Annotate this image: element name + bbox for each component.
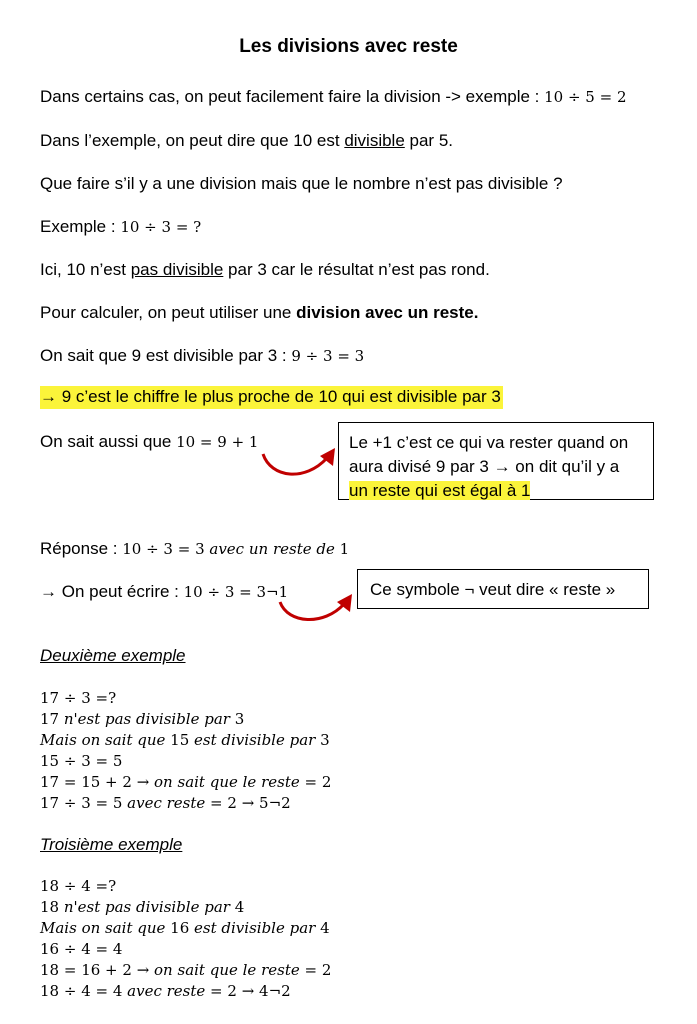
curved-arrow-icon [272,590,362,630]
line-part: 17 [40,710,64,728]
explanation-box-symbol: Ce symbole ¬ veut dire « reste » [357,569,649,609]
p4-text: Exemple : [40,217,121,236]
example-line [40,939,331,960]
p7-text: On sait que 9 est divisible par 3 : [40,346,292,365]
box1-line2: aura divisé 9 par 3 → on dit qu’il y a [349,457,620,476]
p2-before: Dans l’exemple, on peut dire que 10 est [40,131,345,150]
line-part: 18 ÷ 4 = 4 [40,982,128,1000]
section-heading-second-example: Deuxième exemple [40,646,186,665]
line-italic: Mais on sait que [40,731,166,749]
line-part: 3 [315,731,330,749]
third-example-lines [40,876,331,1002]
example-line [40,793,331,814]
example-line [40,730,331,751]
line-italic: on sait que le reste [154,773,300,791]
highlight-closest-nine: → 9 c’est le chiffre le plus proche de 10 qui est divisible par 3 [40,386,503,409]
p10-text: Réponse : [40,539,123,558]
example-line [40,918,331,939]
p9-text: On sait aussi que [40,432,177,451]
example-line [40,960,331,981]
paragraph-write [40,582,288,602]
p5-underlined: pas divisible [130,260,224,279]
p2-underlined: divisible [344,131,405,150]
line-part: 17 = 15 + 2 → [40,773,155,791]
p5-before: Ici, 10 n’est [40,260,131,279]
p7-math: 9 ÷ 3 = 3 [291,347,365,365]
example-line [40,897,331,918]
line-italic: Mais on sait que [40,919,166,937]
example-line [40,876,331,897]
line-italic: n'est pas divisible par [63,898,230,916]
line-italic: avec reste [127,794,206,812]
paragraph-question: Que faire s’il y a une division mais que le nombre n’est pas divisible ? [40,174,563,193]
intro-math: 10 ÷ 5 = 2 [544,88,627,106]
intro-text: Dans certains cas, on peut facilement faire la division -> exemple : [40,87,545,106]
line-part: 18 = 16 + 2 → [40,961,155,979]
line-part: 4 [229,898,245,916]
line-part: 4 [315,919,330,937]
line-part: 18 [40,898,64,916]
explanation-box-remainder [338,422,654,500]
box1-line1: Le +1 c’est ce qui va rester quand on [349,433,629,452]
paragraph-divisible [40,131,453,151]
line-part: 16 [165,919,195,937]
section-heading-third-example: Troisième exemple [40,835,183,854]
line-part: = 2 → 5¬2 [205,794,291,812]
second-example-lines [40,688,331,814]
paragraph-answer [40,539,349,559]
line-part: = 2 [299,773,332,791]
p10-math: 10 ÷ 3 = 3 [122,540,210,558]
p4-math: 10 ÷ 3 = ? [120,218,202,236]
example-line [40,709,331,730]
line-part: 15 ÷ 3 = 5 [40,752,123,770]
p5-after: par 3 car le résultat n’est pas rond. [223,260,490,279]
line-part: = 2 [299,961,332,979]
paragraph-intro [40,87,627,107]
p10-math-italic: avec un reste de [209,540,335,558]
line-part: 18 ÷ 4 =? [40,877,117,895]
example-line [40,981,331,1002]
line-italic: est divisible par [194,731,316,749]
paragraph-not-divisible [40,260,490,280]
p11-text: → On peut écrire : [40,582,184,601]
line-part: 3 [229,710,245,728]
p11-math: 10 ÷ 3 = 3¬1 [183,583,289,601]
line-italic: avec reste [127,982,206,1000]
line-italic: on sait que le reste [154,961,300,979]
paragraph-ten-equals [40,432,258,452]
p10-math-end: 1 [334,540,350,558]
example-line [40,751,331,772]
p2-after: par 5. [404,131,453,150]
example-line [40,772,331,793]
paragraph-method [40,303,478,323]
line-part: 15 [165,731,195,749]
line-italic: n'est pas divisible par [63,710,230,728]
line-italic: est divisible par [194,919,316,937]
line-part: = 2 → 4¬2 [205,982,291,1000]
page-title: Les divisions avec reste [239,36,458,57]
box1-line3-highlight: un reste qui est égal à 1 [349,481,531,500]
line-part: 17 ÷ 3 = 5 [40,794,128,812]
paragraph-nine-divisible [40,346,364,366]
line-part: 17 ÷ 3 =? [40,689,117,707]
p9-math: 10 = 9 + 1 [176,433,259,451]
curved-arrow-icon [255,440,345,490]
p6-bold: division avec un reste. [296,303,479,322]
p6-before: Pour calculer, on peut utiliser une [40,303,297,322]
line-part: 16 ÷ 4 = 4 [40,940,123,958]
example-line [40,688,331,709]
paragraph-example [40,217,201,237]
